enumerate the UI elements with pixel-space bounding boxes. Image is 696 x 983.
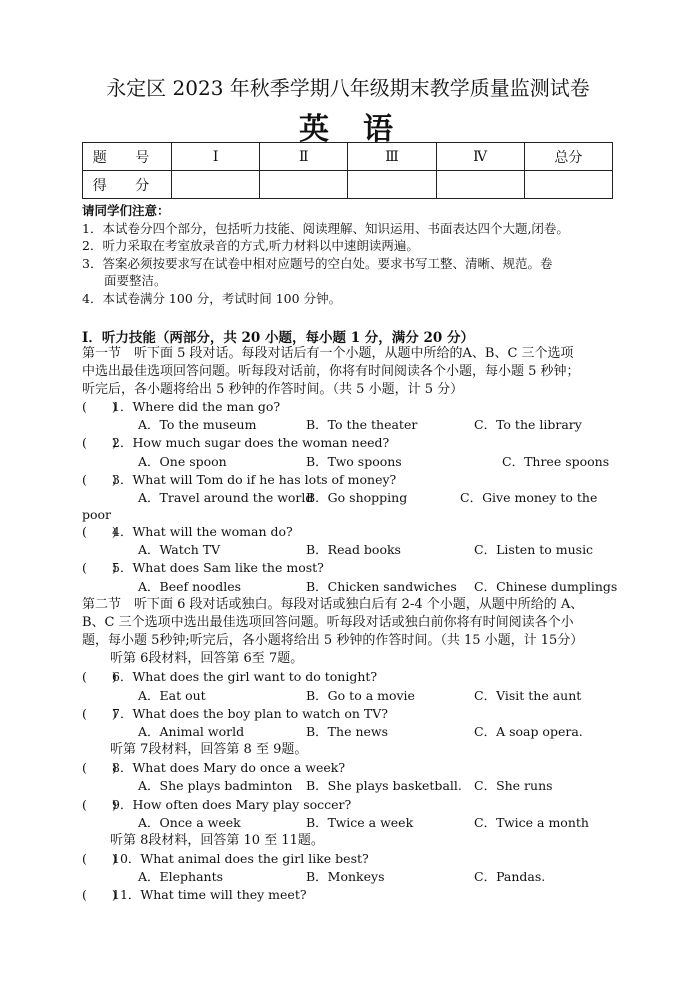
answer-blank[interactable]: ( ) bbox=[82, 435, 117, 450]
answer-blank[interactable]: ( ) bbox=[82, 560, 117, 575]
question-text: 5．What does Sam like the most? bbox=[112, 560, 324, 575]
score-blank-3[interactable] bbox=[348, 171, 436, 199]
option-c: C．Give money to the bbox=[460, 490, 598, 505]
question-text: 8．What does Mary do once a week? bbox=[112, 760, 346, 775]
notes-item: 面要整洁。 bbox=[104, 273, 167, 288]
option-c: C．Visit the aunt bbox=[474, 688, 582, 703]
page-title: 永定区 2023 年秋季学期八年级期末教学质量监测试卷 bbox=[106, 76, 590, 100]
answer-blank[interactable]: ( ) bbox=[82, 851, 117, 866]
answer-blank[interactable]: ( ) bbox=[82, 524, 117, 539]
option-c: C．Three spoons bbox=[502, 454, 610, 469]
answer-blank[interactable]: ( ) bbox=[82, 797, 117, 812]
score-cell-label: 题 号 bbox=[83, 143, 172, 171]
part2-intro-line: 题，每小题 5秒钟;听完后，各小题将给出 5 秒钟的作答时间。（共 15 小题，计 15分） bbox=[82, 633, 584, 648]
question-line bbox=[82, 398, 280, 416]
score-cell-total: 总分 bbox=[524, 143, 612, 171]
subject-title: 英语 bbox=[299, 112, 427, 147]
section-heading: Ⅰ．听力技能（两部分，共 20 小题，每小题 1 分，满分 20 分） bbox=[82, 330, 474, 346]
option-b: B．She plays basketball. bbox=[306, 778, 462, 793]
question-line bbox=[82, 759, 345, 777]
score-table bbox=[82, 142, 613, 199]
option-c-wrap: poor bbox=[82, 507, 112, 522]
score-table-score-row bbox=[83, 171, 613, 199]
answer-blank[interactable]: ( ) bbox=[82, 706, 117, 721]
question-line bbox=[82, 559, 324, 577]
question-line bbox=[82, 434, 389, 452]
option-a: A．Travel around the world bbox=[138, 490, 314, 505]
score-blank-2[interactable] bbox=[260, 171, 348, 199]
notes-block bbox=[82, 202, 617, 307]
part1-intro-line: 中选出最佳选项回答问题。听每段对话前，你将有时间阅读各个小题，每小题 5 秒钟； bbox=[82, 364, 580, 379]
notes-item: 2．听力采取在考室放录音的方式,听力材料以中速朗读两遍。 bbox=[82, 238, 419, 253]
option-a: A．Watch TV bbox=[138, 542, 221, 557]
score-blank-4[interactable] bbox=[436, 171, 524, 199]
question-line bbox=[82, 668, 377, 686]
notes-item: 3．答案必须按要求写在试卷中相对应题号的空白处。要求书写工整、清晰、规范。卷 bbox=[82, 255, 553, 271]
score-cell-part1: Ⅰ bbox=[172, 143, 260, 171]
option-a: A．She plays badminton bbox=[138, 778, 293, 793]
question-text: 9．How often does Mary play soccer? bbox=[112, 797, 352, 812]
option-b: B．The news bbox=[306, 724, 389, 739]
option-c: C．Chinese dumplings bbox=[474, 579, 618, 594]
question-line bbox=[82, 796, 351, 814]
material-instruction: 听第 6段材料，回答第 6至 7题。 bbox=[110, 651, 304, 666]
answer-blank[interactable]: ( ) bbox=[82, 399, 117, 414]
question-text: 10．What animal does the girl like best? bbox=[112, 851, 369, 866]
option-a: A．Eat out bbox=[138, 688, 206, 703]
question-line bbox=[82, 705, 388, 723]
part1-intro-line: 听完后，各小题将给出 5 秒钟的作答时间。（共 5 小题，计 5 分） bbox=[82, 382, 464, 397]
option-a: A．Once a week bbox=[138, 815, 241, 830]
part2-intro-line: 第二节 听下面 6 段对话或独白。每段对话或独白后有 2-4 个小题，从题中所给的 A、 bbox=[82, 597, 584, 612]
option-a: A．Beef noodles bbox=[138, 579, 242, 594]
question-text: 4．What will the woman do? bbox=[112, 524, 293, 539]
option-b: B．Monkeys bbox=[306, 869, 385, 884]
option-b: B．Twice a week bbox=[306, 815, 414, 830]
option-c: C．Listen to music bbox=[474, 542, 594, 557]
question-line bbox=[82, 886, 307, 904]
material-instruction: 听第 8段材料，回答第 10 至 11题。 bbox=[110, 833, 324, 848]
option-a: A．To the museum bbox=[138, 417, 257, 432]
score-blank-total[interactable] bbox=[524, 171, 612, 199]
score-cell-part2: Ⅱ bbox=[260, 143, 348, 171]
question-text: 2．How much sugar does the woman need? bbox=[112, 435, 390, 450]
part2-intro bbox=[82, 596, 616, 650]
question-text: 3．What will Tom do if he has lots of money? bbox=[112, 472, 397, 487]
question-line bbox=[82, 471, 396, 489]
score-row-label: 得 分 bbox=[83, 171, 172, 199]
score-table-header-row bbox=[83, 143, 613, 171]
score-cell-part3: Ⅲ bbox=[348, 143, 436, 171]
question-text: 6．What does the girl want to do tonight? bbox=[112, 669, 378, 684]
option-a: A．Elephants bbox=[138, 869, 224, 884]
option-b: B．Go shopping bbox=[306, 490, 408, 505]
question-text: 11．What time will they meet? bbox=[112, 887, 307, 902]
option-b: B．Read books bbox=[306, 542, 401, 557]
answer-blank[interactable]: ( ) bbox=[82, 669, 117, 684]
part2-intro-line: B、C 三个选项中选出最佳选项回答问题。听每段对话或独白前你将有时间阅读各个小 bbox=[82, 615, 574, 630]
part1-intro bbox=[82, 345, 616, 399]
question-text: 7．What does the boy plan to watch on TV? bbox=[112, 706, 388, 721]
option-b: B．Go to a movie bbox=[306, 688, 415, 703]
answer-blank[interactable]: ( ) bbox=[82, 760, 117, 775]
option-b: B．Two spoons bbox=[306, 454, 402, 469]
score-cell-part4: Ⅳ bbox=[436, 143, 524, 171]
answer-blank[interactable]: ( ) bbox=[82, 472, 117, 487]
question-text: 1．Where did the man go? bbox=[112, 399, 281, 414]
option-c: C．To the library bbox=[474, 417, 582, 432]
question-line bbox=[82, 850, 369, 868]
option-c: C．Pandas. bbox=[474, 869, 546, 884]
option-a: A．One spoon bbox=[138, 454, 227, 469]
material-instruction: 听第 7段材料，回答第 8 至 9题。 bbox=[110, 742, 308, 757]
answer-blank[interactable]: ( ) bbox=[82, 887, 117, 902]
part1-intro-line: 第一节 听下面 5 段对话。每段对话后有一个小题，从题中所给的A、B、C 三个选项 bbox=[82, 346, 574, 361]
notes-item: 1．本试卷分四个部分，包括听力技能、阅读理解、知识运用、书面表达四个大题,闭卷。 bbox=[82, 220, 569, 236]
question-line bbox=[82, 523, 293, 541]
score-blank-1[interactable] bbox=[172, 171, 260, 199]
option-c: C．Twice a month bbox=[474, 815, 589, 830]
option-b: B．To the theater bbox=[306, 417, 418, 432]
option-c: C．A soap opera. bbox=[474, 724, 583, 739]
option-b: B．Chicken sandwiches bbox=[306, 579, 457, 594]
notes-heading: 请同学们注意： bbox=[82, 203, 170, 218]
option-c: C．She runs bbox=[474, 778, 553, 793]
option-a: A．Animal world bbox=[138, 724, 245, 739]
notes-item: 4．本试卷满分 100 分，考试时间 100 分钟。 bbox=[82, 290, 342, 306]
